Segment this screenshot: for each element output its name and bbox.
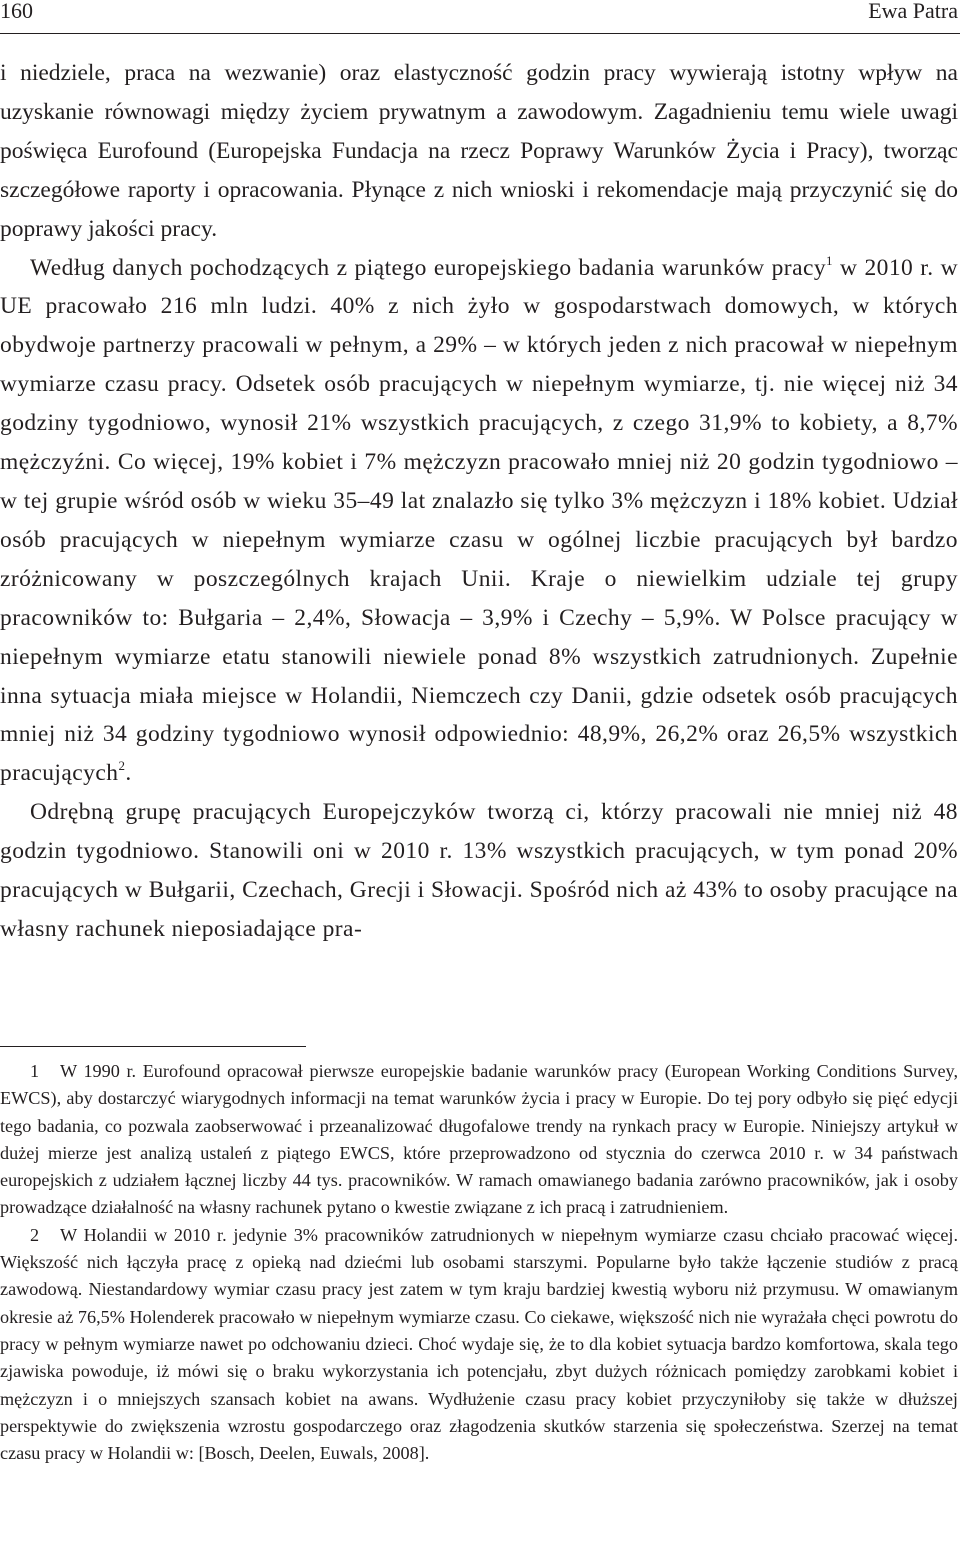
footnotes <box>0 1058 958 1467</box>
running-head <box>0 0 960 34</box>
main-text <box>0 54 958 949</box>
paragraph-2-text-b: w 2010 r. w UE pracowało 216 mln ludzi. 40% z nich żyło w gospodarstwach domowych, w których obydwoje partnerzy pracowali w pełnym, a 29% – w których jeden z nich pracował w niepełnym wymiarze czasu pracy. Odsetek osób pracujących w niepełnym wymiarze, tj. nie więcej niż 34 godziny tygodniowo, wynosił 21% wszystkich pracujących, z czego 31,9% to kobiety, a 8,7% mężczyźni. Co więcej, 19% kobiet i 7% mężczyzn pracowało mniej niż 20 godzin tygodniowo – w tej grupie wśród osób w wieku 35–49 lat znalazło się tylko 3% mężczyzn i 18% kobiet. Udział osób pracujących w niepełnym wymiarze czasu w ogólnej liczbie pracujących był bardzo zróżnicowany w poszczególnych krajach Unii. Kraje o niewielkim udziale tej grupy pracowników to: Bułgaria – 2,4%, Słowacja – 3,9% i Czechy – 5,9%. W Polsce pracujący w niepełnym wymiarze etatu stanowili niewiele ponad 8% wszystkich zatrudnionych. Zupełnie inna sytuacja miała miejsce w Holandii, Niemczech czy Danii, gdzie odsetek osób pracujących mniej niż 34 godziny tygodniowo wynosił odpowiednio: 48,9%, 26,2% oraz 26,5% wszystkich pracujących <box>0 254 959 787</box>
footnote-2-number: 2 <box>30 1224 40 1245</box>
paragraph-1: i niedziele, praca na wezwanie) oraz elastyczność godzin pracy wywierają istotny wpływ na uzyskanie równowagi między życiem prywatnym a zawodowym. Zagadnieniu temu wiele uwagi poświęca Eurofound (Europejska Fundacja na rzecz Poprawy Warunków Życia i Pracy), tworząc szczegółowe raporty i opracowania. Płynące z nich wnioski i rekomendacje mają przyczynić się do poprawy jakości pracy. <box>0 60 958 242</box>
footnote-ref-1[interactable]: 1 <box>826 252 833 268</box>
paragraph-2 <box>0 249 958 794</box>
footnote-1 <box>0 1058 958 1222</box>
footnote-2-text: W Holandii w 2010 r. jedynie 3% pracowników zatrudnionych w niepełnym wymiarze czasu chciało pracować więcej. Większość nich łączyła pracę z opieką nad dziećmi lub osobami starszymi. Popularne było także łączenie studiów z pracą zawodową. Niestandardowy wymiar czasu pracy jest zatem w tym kraju bardziej kwestią wyboru niż przymusu. W omawianym okresie aż 76,5% Holenderek pracowało w niepełnym wymiarze czasu. Co ciekawe, większość nich nie wyrażała chęci powrotu do pracy w pełnym wymiarze nawet po odchowaniu dzieci. Choć wydaje się, że to dla kobiet sytuacja bardzo komfortowa, skala tego zjawiska powoduje, iż mówi się o braku wykorzystania ich potencjału, zbyt dużych różnicach pomiędzy zarobkami kobiet i mężczyzn i o mniejszych szansach kobiet na awans. Wydłużenie czasu pracy kobiet przyczyniłoby się także w dłuższej perspektywie do zwiększenia wzrostu gospodarczego oraz złagodzenia skutków starzenia się społeczeństwa. Szerzej na temat czasu pracy w Holandii w: [Bosch, Deelen, Euwals, 2008]. <box>0 1224 958 1464</box>
paragraph-3: Odrębną grupę pracujących Europejczyków tworzą ci, którzy pracowali nie mniej niż 48 godzin tygodniowo. Stanowili oni w 2010 r. 13% wszystkich pracujących, w tym ponad 20% pracujących w Bułgarii, Czechach, Grecji i Słowacji. Spośród nich aż 43% to osoby pracujące na własny rachunek nieposiadające pra- <box>0 799 958 942</box>
footnote-ref-2[interactable]: 2 <box>118 758 126 774</box>
running-head-author: Ewa Patra <box>868 0 958 23</box>
paragraph-2-text-a: Według danych pochodzących z piątego europejskiego badania warunków pracy <box>30 254 827 281</box>
footnote-1-text: W 1990 r. Eurofound opracował pierwsze europejskie badanie warunków pracy (European Working Conditions Survey, EWCS), aby dostarczyć wiarygodnych informacji na temat warunków życia i pracy w Europie. Do tej pory odbyło się pięć edycji tego badania, co pozwala zaobserwować i przeanalizować długofalowe trendy na rynkach pracy w Europie. Niniejszy artykuł w dużej mierze jest analizą ustaleń z piątego EWCS, które przeprowadzono od stycznia do czerwca 2010 r. w 34 państwach europejskich z udziałem łącznej liczby 44 tys. pracowników. W ramach omawianego badania zarówno pracowników, jak i osoby prowadzące działalność na własny rachunek pytano o kwestie związane z ich pracą i zatrudnieniem. <box>0 1061 958 1218</box>
page-number: 160 <box>0 0 33 23</box>
header-rule <box>0 33 960 34</box>
footnote-separator <box>0 1046 306 1047</box>
footnote-2 <box>0 1222 958 1468</box>
footnote-1-number: 1 <box>30 1061 40 1081</box>
paragraph-2-end: . <box>125 760 132 787</box>
